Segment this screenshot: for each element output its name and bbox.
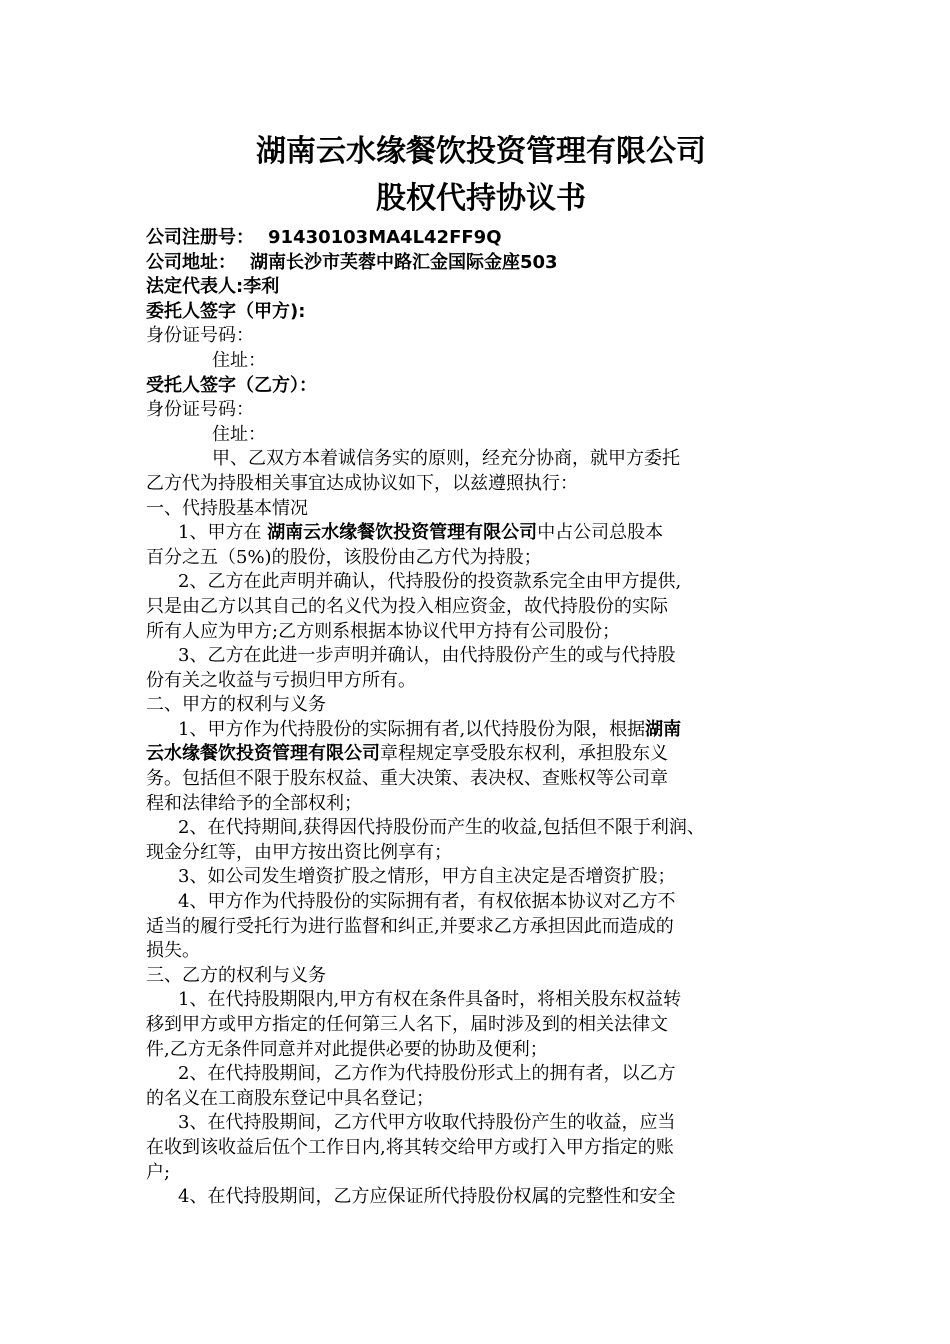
s1-i1-suffix: 中占公司总股本 <box>537 522 664 544</box>
s2-i1-company-part1: 湖南 <box>645 718 682 740</box>
s1-i1-company: 湖南云水缘餐饮投资管理有限公司 <box>267 522 538 544</box>
registration-label: 公司注册号： <box>146 227 254 248</box>
party-b-address-label: 住址： <box>212 423 266 445</box>
section-2-item-4-line-1: 4、甲方作为代持股份的实际拥有者，有权依据本协议对乙方不 <box>178 891 676 913</box>
document-page <box>146 128 816 1210</box>
section-1-item-3-line-2: 份有关之收益与亏损归甲方所有。 <box>146 669 416 691</box>
document-title-company: 湖南云水缘餐饮投资管理有限公司 <box>256 134 706 169</box>
party-a-signature-label: 委托人签字（甲方): <box>146 300 306 322</box>
section-1-item-3-line-1: 3、乙方在此进一步声明并确认，由代持股份产生的或与代持股 <box>178 645 676 667</box>
section-1-item-2-line-3: 所有人应为甲方;乙方则系根据本协议代甲方持有公司股份； <box>146 620 621 642</box>
address-value: 湖南长沙市芙蓉中路汇金国际金座503 <box>250 251 558 273</box>
section-3-item-3-line-2: 在收到该收益后伍个工作日内,将其转交给甲方或打入甲方指定的账 <box>146 1136 674 1158</box>
party-b-id-label: 身份证号码： <box>146 399 254 421</box>
section-2-item-2-line-1: 2、在代持期间,获得因代持股份而产生的收益,包括但不限于利润、 <box>178 817 705 839</box>
section-2-item-1-line-2 <box>146 742 816 767</box>
section-3-item-2-line-2: 的名义在工商股东登记中具名登记； <box>146 1087 434 1109</box>
registration-value: 91430103MA4L42FF9Q <box>268 227 502 248</box>
section-1-item-2-line-2: 只是由乙方以其自己的名义代为投入相应资金，故代持股份的实际 <box>146 595 668 617</box>
section-2-title: 二、甲方的权利与义务 <box>146 694 326 716</box>
section-3-item-4-line-1: 4、在代持股期间，乙方应保证所代持股份权属的完整性和安全 <box>178 1186 676 1208</box>
section-2-item-3-line-1: 3、如公司发生增资扩股之情形，甲方自主决定是否增资扩股； <box>178 866 676 888</box>
representative-line <box>146 275 816 300</box>
representative-label: 法定代表人: <box>146 276 244 298</box>
section-2-item-1-line-3: 务。包括但不限于股东权益、重大决策、表决权、查账权等公司章 <box>146 768 668 790</box>
section-1-title: 一、代持股基本情况 <box>146 497 308 519</box>
section-2-item-4-line-3: 损失。 <box>146 940 200 962</box>
representative-value: 李利 <box>243 276 280 298</box>
document-title-agreement: 股权代持协议书 <box>376 181 586 216</box>
section-2-item-1-line-1 <box>146 718 816 743</box>
section-3-title: 三、乙方的权利与义务 <box>146 964 326 986</box>
s2-i1-suffix: 章程规定享受股东权利，承担股东义 <box>380 743 668 765</box>
intro-line-1: 甲、乙双方本着诚信务实的原则，经充分协商，就甲方委托 <box>212 448 680 470</box>
s1-i1-prefix: 1、甲方在 <box>178 522 268 544</box>
registration-line <box>146 226 816 251</box>
s2-i1-prefix: 1、甲方作为代持股份的实际拥有者,以代持股份为限，根据 <box>178 718 646 740</box>
section-3-item-3-line-1: 3、在代持股期间，乙方代甲方收取代持股份产生的收益，应当 <box>178 1112 676 1134</box>
section-3-item-1-line-1: 1、在代持股期限内,甲方有权在条件具备时，将相关股东权益转 <box>178 989 682 1011</box>
intro-line-2: 乙方代为持股相关事宜达成协议如下，以兹遵照执行： <box>146 472 578 494</box>
section-1-item-2-line-1: 2、乙方在此声明并确认，代持股份的投资款系完全由甲方提供, <box>178 571 682 593</box>
section-3-item-1-line-3: 件,乙方无条件同意并对此提供必要的协助及便利； <box>146 1038 548 1060</box>
address-label: 公司地址： <box>146 251 236 273</box>
section-3-item-3-line-3: 户; <box>146 1161 171 1183</box>
section-1-item-1-line-1 <box>146 521 816 546</box>
address-line <box>146 251 816 276</box>
party-a-id-label: 身份证号码： <box>146 325 254 347</box>
section-3-item-1-line-2: 移到甲方或甲方指定的任何第三人名下，届时涉及到的相关法律文 <box>146 1014 668 1035</box>
section-3-item-2-line-1: 2、在代持股期间，乙方作为代持股份形式上的拥有者，以乙方 <box>178 1063 676 1085</box>
s2-i1-company-part2: 云水缘餐饮投资管理有限公司 <box>146 743 380 765</box>
party-a-address-label: 住址： <box>212 349 266 371</box>
section-2-item-2-line-2: 现金分红等，由甲方按出资比例享有； <box>146 841 452 863</box>
section-1-item-1-line-2: 百分之五（5%)的股份，该股份由乙方代为持股； <box>146 546 542 568</box>
party-b-signature-label: 受托人签字（乙方）： <box>146 374 317 396</box>
section-2-item-4-line-2: 适当的履行受托行为进行监督和纠正,并要求乙方承担因此而造成的 <box>146 915 674 937</box>
section-2-item-1-line-4: 程和法律给予的全部权利； <box>146 792 362 814</box>
